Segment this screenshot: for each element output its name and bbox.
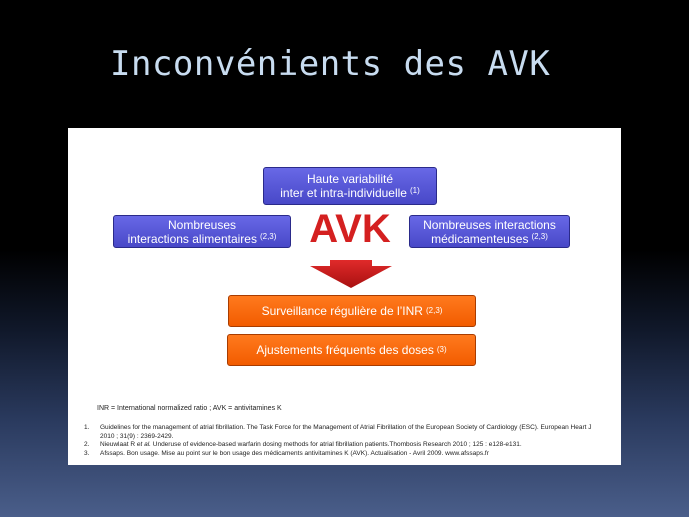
drug-interactions-line1: Nombreuses interactions	[423, 217, 556, 232]
drug-interactions-line2: médicamenteuses	[431, 231, 529, 246]
variability-box	[263, 167, 437, 205]
inr-monitoring-label: Surveillance régulière de l’INR	[261, 304, 423, 318]
reference-item	[84, 441, 604, 450]
food-interactions-line2: interactions alimentaires	[127, 231, 257, 246]
avk-center-label: AVK	[309, 207, 391, 251]
food-interactions-ref: (2,3)	[259, 231, 277, 241]
reference-number: 3.	[84, 449, 90, 457]
abbreviation-legend: INR = International normalized ratio ; AVK = antivitamines K	[97, 405, 282, 412]
variability-line1: Haute variabilité	[306, 172, 394, 186]
dose-adjustments-label: Ajustements fréquents des doses	[256, 343, 434, 357]
variability-line2: inter et intra-individuelle	[280, 186, 407, 200]
food-interactions-box	[113, 215, 291, 248]
down-arrow-icon	[310, 260, 392, 288]
reference-number: 1.	[84, 424, 90, 431]
reference-text-after: Underuse of evidence-based warfarin dosing methods for atrial fibrillation patients.Thombosis Research 2010 ; 125 : e128-e131.	[150, 441, 522, 449]
reference-item	[84, 450, 604, 459]
reference-list	[84, 424, 604, 458]
inr-monitoring-box: Surveillance régulière de l’INR (2,3)	[228, 295, 476, 327]
down-arrow-shape	[310, 260, 392, 288]
reference-etal: et al.	[136, 441, 151, 449]
slide-title: Inconvénients des AVK	[110, 44, 551, 84]
drug-interactions-ref: (2,3)	[531, 231, 548, 241]
reference-text: Afssaps. Bon usage. Mise au point sur le bon usage des médicaments antivitamines K (AVK). Actualisation - Avril 2009. www.afssaps.fr	[100, 449, 489, 457]
reference-item	[84, 424, 604, 441]
dose-adjustments-box: Ajustements fréquents des doses (3)	[227, 334, 476, 366]
reference-text: Guidelines for the management of atrial fibrillation. The Task Force for the Management of Atrial Fibrillation of the European Society of Cardiology (ESC). European Heart J 2010 ; 31(9) : 2369-2429.	[100, 424, 592, 440]
drug-interactions-box	[409, 215, 570, 248]
food-interactions-line1: Nombreuses	[167, 217, 237, 232]
variability-ref: (1)	[409, 186, 420, 195]
reference-text-before: Nieuwlaat R	[100, 441, 137, 449]
reference-number: 2.	[84, 441, 90, 449]
